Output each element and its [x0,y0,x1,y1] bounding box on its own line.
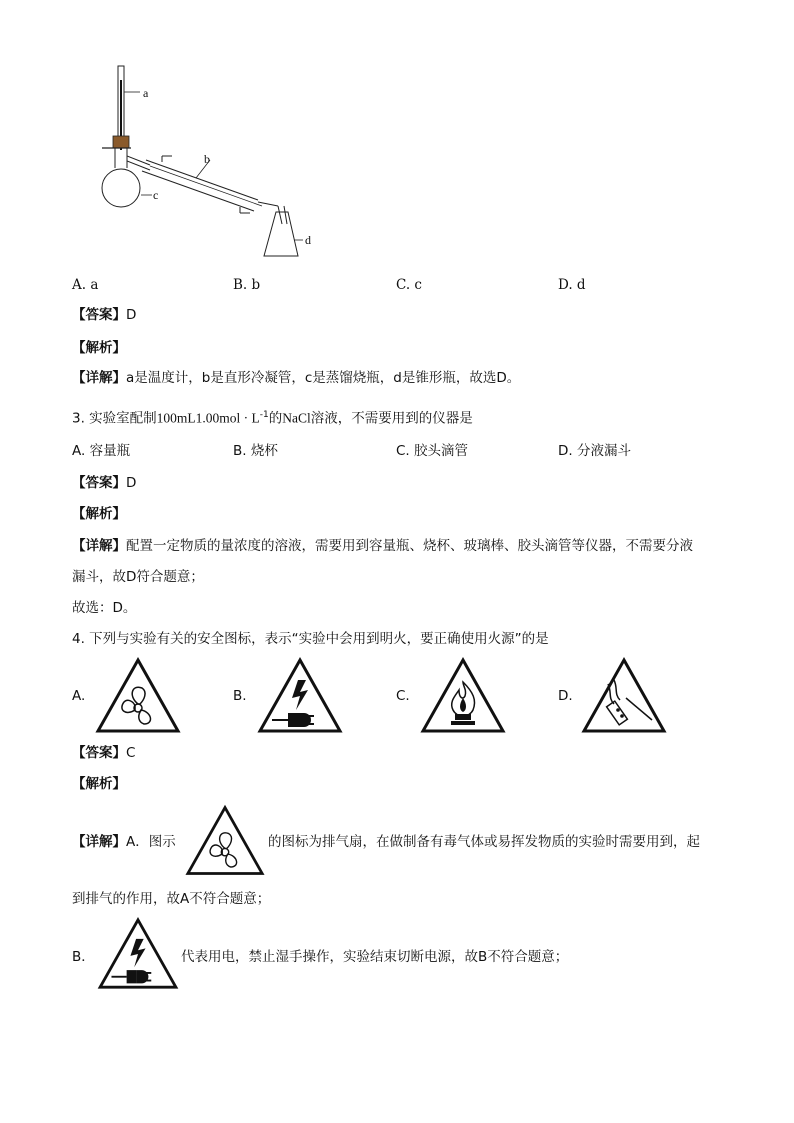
q4-option-c-letter[interactable]: C. [396,688,410,704]
detail-tag: 【详解】 [72,538,126,554]
detail-a-prefix-text: A．图示 [126,834,176,850]
fan-icon-inline [186,805,264,877]
distillation-apparatus-diagram [0,0,794,300]
stem-mid: 的 [268,410,283,427]
detail-tag: 【详解】 [72,834,126,850]
stem-superscript: -1 [259,410,269,420]
q4-option-d-letter[interactable]: D. [558,688,573,704]
q4-detail-b-prefix: B． [72,949,95,965]
q3-analysis-tag: 【解析】 [72,506,126,522]
q3-option-c[interactable]: C. 胶头滴管 [396,443,469,459]
label-d: d [305,233,311,247]
answer-value: D [126,307,137,323]
conical-flask [264,212,303,256]
stem-prefix: 3. 实验室配制 [72,410,157,427]
stem-formula: 100mL1.00mol · L [156,410,260,426]
q2-option-b[interactable]: B. b [233,277,261,293]
open-flame-icon[interactable] [421,658,505,734]
answer-tag: 【答案】 [72,475,126,491]
q3-option-b[interactable]: B. 烧杯 [233,443,278,459]
q4-detail-a-prefix [72,833,176,851]
q3-conclusion: 故选：D。 [72,600,137,616]
label-c: c [153,188,159,202]
q4-answer-line [72,744,135,762]
q3-detail-line1 [72,537,693,555]
q2-option-d[interactable]: D. d [558,277,586,293]
rubber-stopper [113,136,129,148]
answer-tag: 【答案】 [72,307,126,323]
q2-option-a[interactable]: A. a [72,277,99,293]
condenser [142,156,262,213]
electric-hazard-icon[interactable] [258,658,342,734]
detail-tag: 【详解】 [72,370,126,386]
electric-hazard-icon-inline [98,918,178,990]
answer-tag: 【答案】 [72,745,126,761]
q4-option-a-letter[interactable]: A. [72,688,86,704]
q2-answer-line [72,306,136,324]
stem-nacl: NaCl [282,410,311,426]
q4-analysis-tag: 【解析】 [72,776,126,792]
q4-stem: 4. 下列与实验有关的安全图标，表示“实验中会用到明火，要正确使用火源”的是 [72,631,549,647]
q2-option-c[interactable]: C. c [396,277,422,293]
q3-answer-line [72,474,136,492]
label-b: b [204,152,210,166]
q2-analysis-tag: 【解析】 [72,340,126,356]
q4-option-b-letter[interactable]: B. [233,688,247,704]
answer-value: D [126,475,137,491]
stem-suffix: 溶液，不需要用到的仪器是 [310,410,473,427]
q3-detail-line2: 漏斗，故D符合题意； [72,569,204,585]
detail-text: a是温度计，b是直形冷凝管，c是蒸馏烧瓶，d是锥形瓶，故选D。 [126,370,521,386]
answer-value: C [126,745,136,761]
q4-detail-b-suffix: 代表用电，禁止湿手操作，实验结束切断电源，故B不符合题意； [181,949,569,965]
q4-detail-a-suffix: 的图标为排气扇，在做制备有毒气体或易挥发物质的实验时需要用到，起 [268,834,700,850]
detail-text: 配置一定物质的量浓度的溶液，需要用到容量瓶、烧杯、玻璃棒、胶头滴管等仪器，不需要分液 [126,538,693,554]
q2-detail [72,369,520,387]
corrosive-icon[interactable] [582,658,666,734]
q3-stem [72,406,473,428]
label-a: a [143,86,149,100]
distillation-flask [102,148,152,207]
q4-detail-a-line2: 到排气的作用，故A不符合题意； [72,891,271,907]
fan-icon[interactable] [96,658,180,734]
q3-option-a[interactable]: A. 容量瓶 [72,443,131,459]
q3-option-d[interactable]: D. 分液漏斗 [558,443,631,459]
